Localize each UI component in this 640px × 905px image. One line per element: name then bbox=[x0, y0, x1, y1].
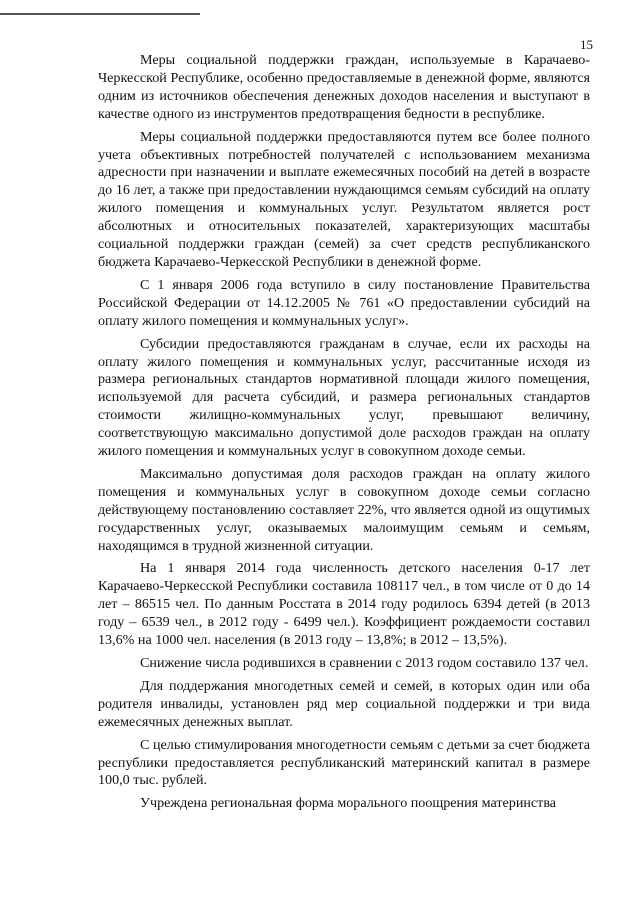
scan-edge-line bbox=[0, 13, 200, 15]
page-number: 15 bbox=[580, 37, 593, 52]
paragraph: Учреждена региональная форма морального поощрения материнства bbox=[140, 795, 557, 812]
paragraph: Субсидии предоставляются гражданам в случае, если их расходы на оплату жилого помещения и коммунальных услуг, рассчитанные исходя из размера региональных стандартов нормативной площади жилого помещения, используемой для расчета субсидий, и размера региональных стандартов стоимости жилищно-коммунальных услуг, превышают величину, соответствующую максимально допустимой доле расходов граждан на оплату жилого помещения и коммунальных услуг в совокупном доходе семьи. bbox=[98, 335, 590, 460]
paragraph: Меры социальной поддержки предоставляются путем все более полного учета объективных потребностей получателей с использованием механизма адресности при назначении и выплате ежемесячных пособий на детей в возрасте до 16 лет, а также при предоставлении нуждающимся семьям субсидий на оплату жилого помещения и коммунальных услуг. Результатом является рост абсолютных и относительных показателей, характеризующих масштабы социальной поддержки граждан (семей) за счет средств республиканского бюджета Карачаево-Черкесской Республики в денежной форме. bbox=[98, 128, 590, 270]
paragraph: С 1 января 2006 года вступило в силу постановление Правительства Российской Федерации от 14.12.2005 № 761 «О предоставлении субсидий на оплату жилого помещения и коммунальных услуг». bbox=[98, 276, 590, 329]
paragraph: Для поддержания многодетных семей и семей, в которых один или оба родителя инвалиды, установлен ряд мер социальной поддержки и три вида ежемесячных денежных выплат. bbox=[98, 677, 590, 730]
paragraph: Снижение числа родившихся в сравнении с 2013 годом составило 137 чел. bbox=[140, 655, 589, 671]
paragraph: На 1 января 2014 года численность детского населения 0-17 лет Карачаево-Черкесской Республики составила 108117 чел., в том числе от 0 до 14 лет – 86515 чел. По данным Росстата в 2014 году родилось 6394 детей (в 2013 году – 6539 чел., в 2012 году - 6499 чел.). Коэффициент рождаемости составил 13,6% на 1000 чел. населения (в 2013 году – 13,8%; в 2012 – 13,5%). bbox=[98, 560, 590, 649]
paragraph: Максимально допустимая доля расходов граждан на оплату жилого помещения и коммунальных услуг в совокупном доходе семьи согласно действующему постановлению составляет 22%, что является одной из ощутимых государственных услуг, оказываемых малоимущим семьям и семьям, находящимся в трудной жизненной ситуации. bbox=[98, 465, 590, 554]
paragraph: Меры социальной поддержки граждан, используемые в Карачаево-Черкесской Республике, особенно предоставляемые в денежной форме, являются одним из источников обеспечения денежных доходов населения и выступают в качестве одного из инструментов предотвращения бедности в республике. bbox=[98, 52, 590, 122]
document-body bbox=[98, 52, 590, 813]
paragraph: С целью стимулирования многодетности семьям с детьми за счет бюджета республики предоставляется республиканский материнский капитал в размере 100,0 тыс. рублей. bbox=[98, 736, 590, 789]
